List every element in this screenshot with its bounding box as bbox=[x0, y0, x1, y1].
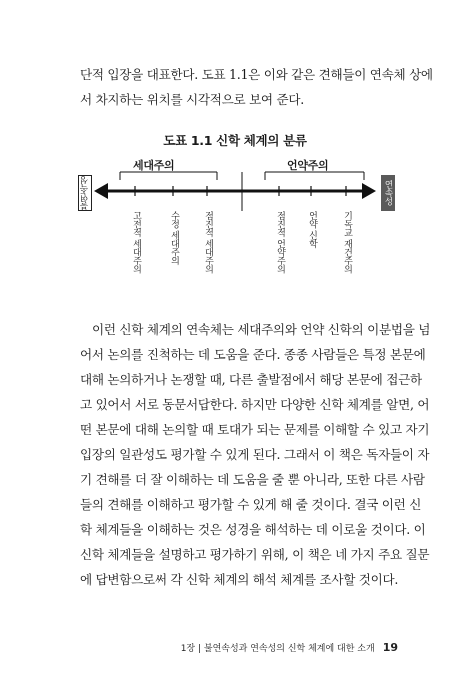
text-line: 떤 본문에 대해 논의할 때 토대가 되는 문제를 이해할 수 있고 자기 bbox=[80, 422, 430, 437]
right-arrowhead bbox=[362, 183, 376, 199]
text-line: 어서 논의를 진척하는 데 도움을 준다. 종종 사람들은 특정 본문에 bbox=[80, 347, 426, 362]
text-line: 에 답변함으로써 각 신학 체계의 해석 체계를 조사할 것이다. bbox=[80, 572, 399, 587]
position-label-covenant-theology: 언약 신학 bbox=[307, 211, 317, 248]
position-label-christian-reconstructionism: 기독교 재건주의 bbox=[342, 211, 352, 273]
text-line: 입장의 일관성도 평가할 수 있게 된다. 그래서 이 책은 독자들이 자 bbox=[80, 447, 430, 462]
running-chapter-title: 1장 | 불연속성과 연속성의 신학 체계에 대한 소개 bbox=[180, 644, 375, 654]
text-line: 학 체계들을 이해하는 것은 성경을 해석하는 데 이로울 것이다. 이 bbox=[80, 522, 426, 537]
text-line: 단적 입장을 대표한다. 도표 1.1은 이와 같은 견해들이 연속체 상에 bbox=[80, 67, 433, 82]
position-label-classic-dispensationalism: 고전적 세대주의 bbox=[131, 211, 141, 273]
page-footer bbox=[181, 641, 398, 654]
left-arrowhead bbox=[94, 183, 108, 199]
covenantalism-label: 언약주의 bbox=[287, 159, 329, 172]
text-line: 대해 논의하거나 논쟁할 때, 다른 출발점에서 해당 본문에 접근하 bbox=[80, 372, 422, 387]
text-line: 신학 체계들을 설명하고 평가하기 위해, 이 책은 네 가지 주요 질문 bbox=[80, 547, 430, 562]
discontinuity-end-label: 불연속성 bbox=[80, 176, 90, 210]
text-line: 들의 견해를 이해하고 평가할 수 있게 해 줄 것이다. 결국 이런 신 bbox=[80, 497, 422, 512]
dispensationalism-label: 세대주의 bbox=[133, 159, 175, 172]
position-label-progressive-dispensationalism: 점진적 세대주의 bbox=[203, 211, 213, 273]
figure-title: 도표 1.1 신학 체계의 분류 bbox=[163, 133, 307, 148]
position-label-progressive-covenantalism: 점진적 언약주의 bbox=[275, 211, 285, 273]
text-line: 고 있어서 서로 동문서답한다. 하지만 다양한 신학 체계를 알면, 어 bbox=[80, 397, 430, 412]
text-line: 기 견해를 더 잘 이해하는 데 도움을 줄 뿐 아니라, 또한 다른 사람 bbox=[80, 472, 425, 487]
body-paragraph bbox=[80, 317, 431, 592]
page-number: 19 bbox=[382, 641, 398, 654]
text-line: 서 차지하는 위치를 시각적으로 보여 준다. bbox=[80, 92, 304, 107]
continuity-end-label: 연속성 bbox=[381, 175, 395, 211]
position-label-revised-dispensationalism: 수정 세대주의 bbox=[169, 211, 179, 265]
text-line: 이런 신학 체계의 연속체는 세대주의와 언약 신학의 이분법을 넘 bbox=[92, 322, 431, 337]
